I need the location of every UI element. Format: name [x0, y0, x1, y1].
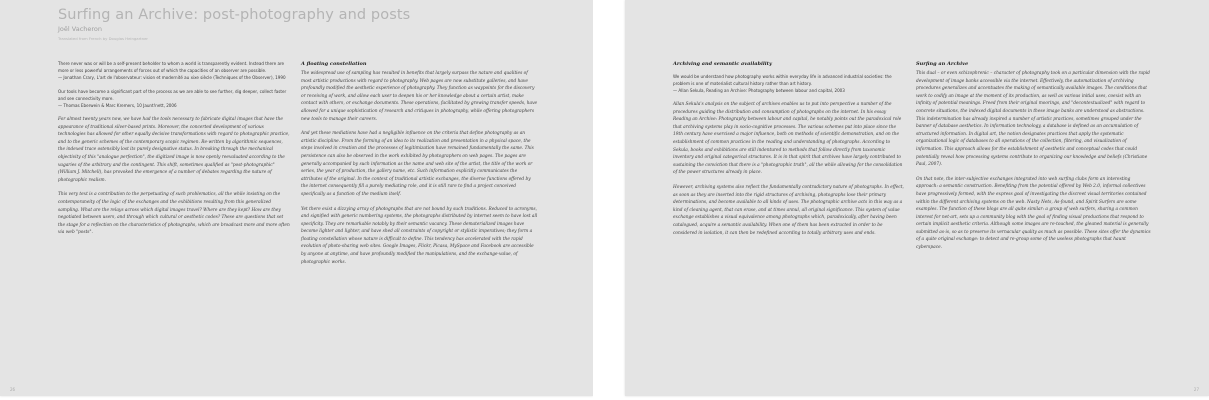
body-paragraph: On that note, the inter-subjective exchanges integrated into web surfing clubs form an interesting approach: a semantic construction. Benefiting from the potential offered by Web 2.0, informal collectives have progressively formed, with the express goal of investigating the discreet visual territories contained within the different archiving systems on the web. Nasty Nets, As-found, and Spirit Surfers are some examples. The function of these blogs are all quite similar: a group of web surfers, sharing a common interest for net-art, sets up a community blog with the goal of finding visual productions that respond to certain implicit aesthetic criteria. Although some images are re-touched, the gleaned material is generally submitted as-is, so as to preserve its vernacular quality as much as possible. These sites offer the dynamics of a quite original exchange: to detect and re-group some of the useless photographs that haunt cyberspace. [916, 176, 1151, 251]
body-paragraph: Yet there exist a dizzying array of photographs that are not bound by such traditions. Reduced to acronyms, and signified with generic numbering systems, the photographs distributed by internet seem to have lost all specificity. They are remarkable notably by their semantic vacancy. These dematerialized images have become lighter and lighter, and have shed all constraints of copyright or stylistic imperatives; they form a floating constellation whose nature is difficult to define. This tendency has accelerated with the rapid evolution of photo-sharing web sites. Google Images, Flickr, Picasa, MySpace and Facebook are accessible by anyone at anytime, and have profoundly modified the manipulations, and the exchange-value, of photographic works. [301, 206, 538, 265]
article-author: Joël Vacheron [58, 25, 103, 33]
left-page-column-left [58, 60, 290, 244]
epigraph-citation: — Thomas Eberwein & Marc Kremers, 10 Jaunt!nett, 2006 [58, 103, 177, 108]
body-paragraph: And yet these mediations have had a negligible influence on the criteria that define photography as an artistic discipline. From the forming of an idea to its realization and presentation in a physical space, the steps involved in creation and the processes of legitimization have remained fundamentally the same. This persistence can also be observed in the work exhibited by photographers on web pages. The pages are generally accompanied by such information as the name and web site of the artist, the title of the work or series, the year of production, the gallery name, etc. Such information explicitly communicates the attributes of the original. In the context of traditional artistic exchanges, the diverse functions offered by the internet consequently fill a purely mediating role, and it is still rare to find a project conceived specifically as a function of the medium itself. [301, 131, 534, 197]
left-page-column-right [301, 60, 539, 273]
body-paragraph: Allan Sekula's analysis on the subject of archives enables us to put into perspective a number of the procedures guiding the distribution and consumption of photographs on the internet. In his essay Reading an Archive: Photography between labour and capital, he notably points out the paradoxical role that archiving systems play in socio-cognitive processes. The various schemes put into place since the 19th century have exercised a major influence, both on methods of scientific demonstration, and on the establishment of common practices in the reading and understanding of photographs. According to Sekula, books and exhibitions are still indentured to methods that follow directly from taxonomic inventory and original categorical structures. It is in that spirit that archives have largely contributed to sustaining the conviction that there is a "photographic truth", all the while allowing for the consolidation of the power structures already in place. [673, 102, 903, 176]
page-number: 26 [10, 387, 16, 392]
section-heading: Archiving and semantic availability [673, 61, 772, 67]
article-title: Surfing an Archive: post-photography and posts [58, 7, 411, 23]
epigraph-text: We would be understand how photography works within everyday life in advanced industrial societies: the problem is one of materialist cultural history rather than art history. [673, 74, 892, 86]
right-page [625, 0, 1209, 396]
page-number: 27 [1193, 387, 1199, 392]
epigraph-citation: — Allan Sekula, Reading an Archive: Photography between labour and capital, 2003 [673, 88, 845, 93]
epigraph-text: There never was or will be a self-present beholder to whom a world is transparently evident. Instead there are more or less powerful arrangements of forces out of which the capacities of an observer are possible. [58, 61, 285, 73]
spread-gutter [593, 0, 625, 400]
epigraph-citation: — Jonathan Crary, L'art de l'observateur: vision et modernité au xixe siècle (Techniques of the Observer), 1990 [58, 75, 286, 80]
epigraph-text: Our tools have become a significant part of the process as we are able to see further, dig deeper, collect faster and see connectivity more. [58, 89, 287, 101]
right-page-column-left [673, 60, 905, 244]
article-translator: Translated from French by Douglas Heingartner [58, 36, 148, 41]
body-paragraph: The widespread use of sampling has resulted in benefits that largely surpass the nature and qualities of most artistic productions with regard to photography. Web pages are now substitute galleries, and have profoundly modified the aesthetic experience of photography. They function as waypoints for the discovery or receiving of work, and allow each user to deepen his or her knowledge about a certain artist, make contact with others, or exchange documents. These operations, facilitated by growing transfer speeds, have allowed for a unique sophistication of research and critiques in photography, while offering photographers new tools to manage their careers. [301, 71, 538, 122]
body-paragraph: This dual – or even schizophrenic – character of photography took on a particular dimension with the rapid development of image banks accessible via the internet. Effectively, the automatization of archiving procedures generalizes and accentuates the making of semantically available images. The conditions that work to codify an image at the moment of its production, as well as various initial uses, coexist with an infinity of potential meanings. Freed from their original moorings, and "decontextualized" with regard to concrete situations, the indexed digital documents in these image banks are understood as abstractions. This indetermination has already inspired a number of artistic practices, sometimes grouped under the banner of database aesthetics. In information technology, a database is defined as an accumulation of structured information. In digital art, the notion designates practices that apply the systematic organizational logic of databases to all operations of the collection, filtering, and visualization of information. This approach allows for the establishment of aesthetic and conceptual codes that could potentially reveal how processing systems contribute to organizing our knowledge and beliefs (Christiane Paul, 2007). [916, 71, 1150, 168]
left-page [0, 0, 593, 396]
section-heading: Surfing an Archive [916, 61, 969, 67]
body-paragraph: This very text is a contribution to the perpetuating of such problematics, all the while insisting on the contemporaneity of the logic of the exchanges and the exhibitions resulting from this generalized sampling. What are the relays across which digital images travel? Where are they kept? How are they negotiated between users, and through which cultural or aesthetic codes? These are questions that set the stage for a reflection on the characteristics of photographs, which are broadcast more and more often via web "posts". [58, 192, 290, 236]
body-paragraph: For almost twenty years now, we have had the tools necessary to fabricate digital images that have the appearance of traditional silver-based prints. Moreover, the concerted development of various technologies has allowed for other equally decisive transformations with regard to photographic practice, and to the generic schemes of the contemporary scopic regimen. Re-written by algorithmic sequences, the indexed trace ostensibly lost its purely designative status. In breaking through the mechanical objectivity of this "analogue perfection", the digitized image is now openly reevaluated according to the vagaries of the arbitrary and the contingent. This shift, sometimes qualified as "post-photographic" (William J. Mitchell), has provoked the emergence of a number of debates regarding the nature of photographic realism. [58, 117, 290, 183]
body-paragraph: However, archiving systems also reflect the fundamentally contradictory nature of photographs. In effect, as soon as they are inserted into the rigid structures of archiving, photographs lose their primary determinations, and become available to all kinds of uses. The photographic archive acts in this way as a kind of cleaning agent, that can erase, and at times annul, all original significance. This system of value exchange establishes a visual equivalence among photographs which, paradoxically, after having been catalogued, acquire a semantic availability. When one of them has been extracted in order to be considered in isolation, it can then be redefined according to totally arbitrary uses and ends. [673, 184, 904, 236]
right-page-column-right [916, 60, 1152, 259]
section-heading: A floating constellation [301, 61, 367, 67]
